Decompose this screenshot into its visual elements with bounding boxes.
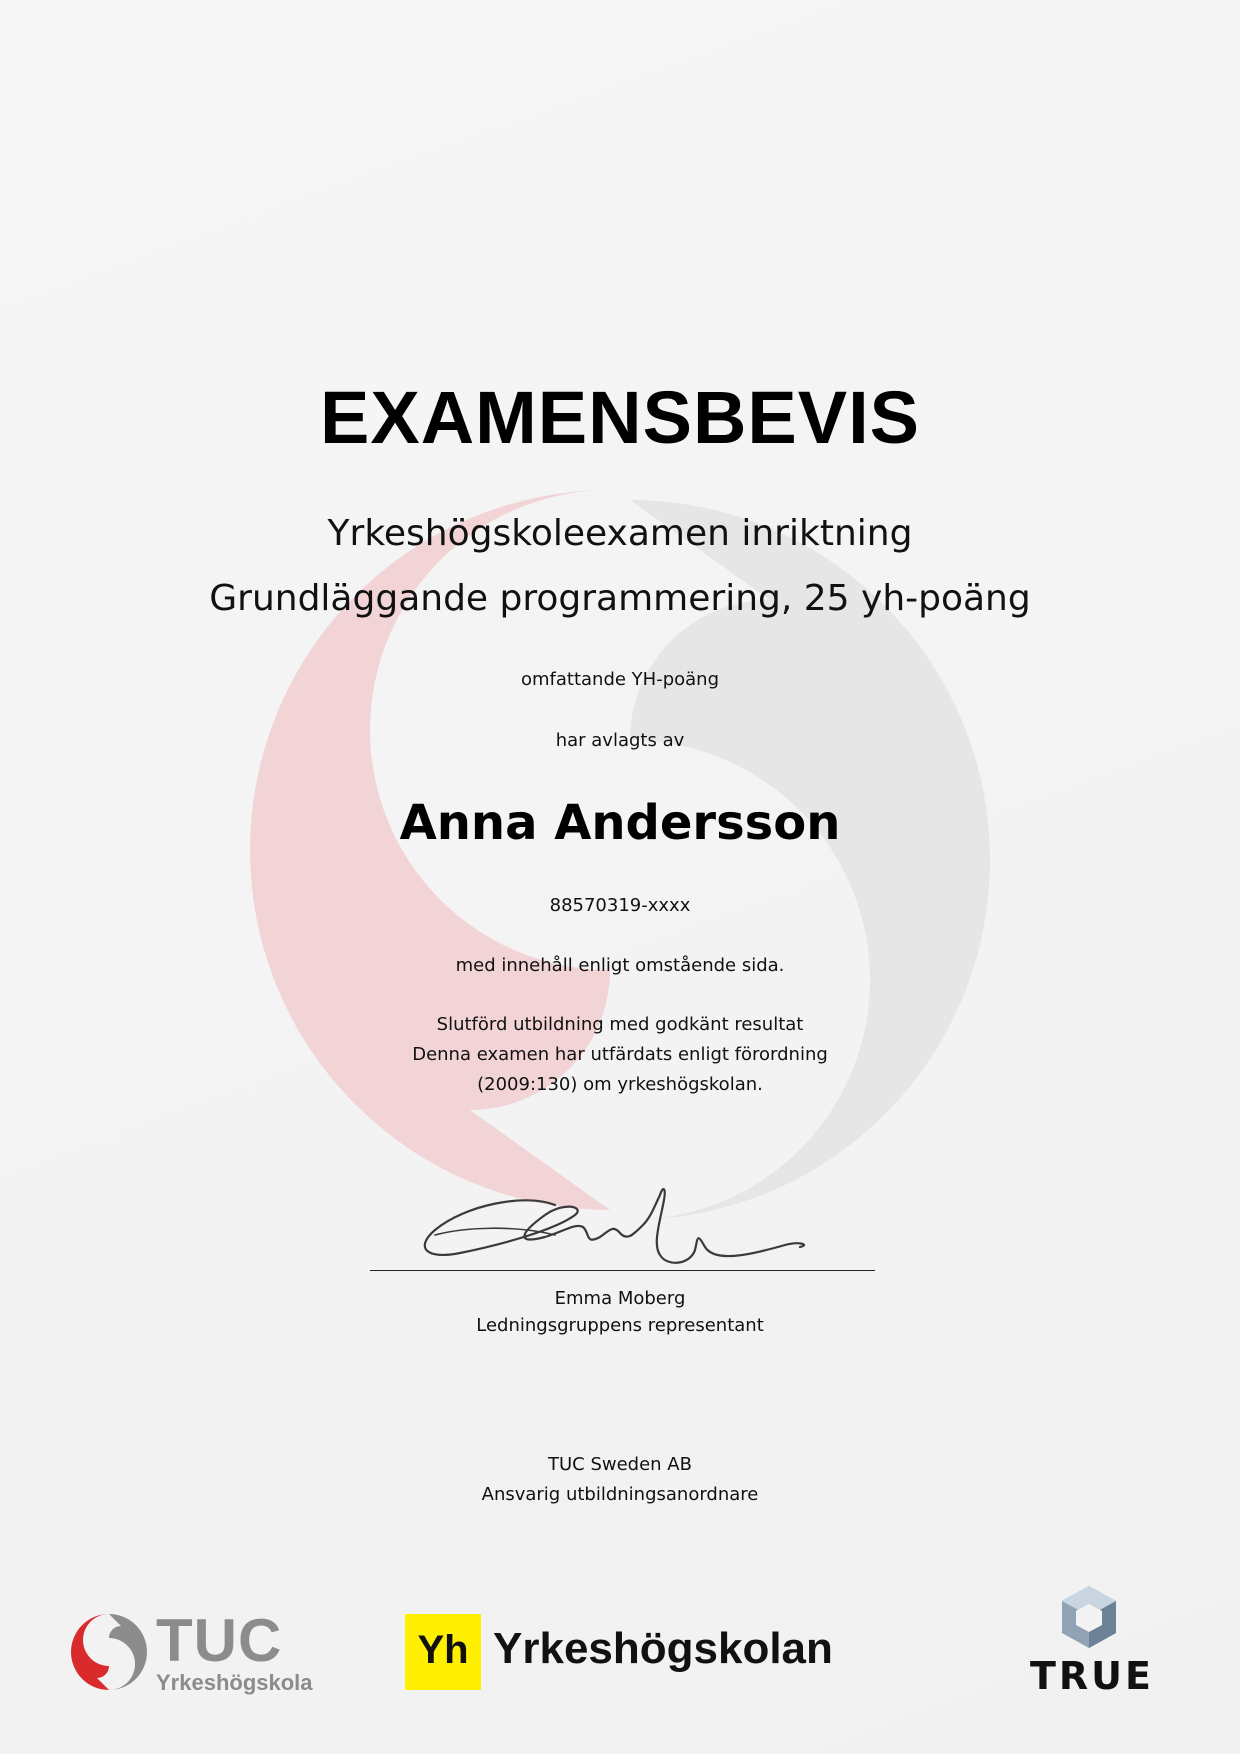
result-line-1: Slutförd utbildning med godkänt resultat: [436, 1014, 804, 1035]
handwritten-signature: [405, 1175, 835, 1275]
certificate-title: EXAMENSBEVIS: [319, 376, 921, 459]
content-reference: med innehåll enligt omstående sida.: [455, 955, 785, 976]
true-wordmark: TRUE: [1030, 1654, 1154, 1698]
program-line-1: Yrkeshögskoleexamen inriktning: [327, 513, 913, 554]
awarded-text: har avlagts av: [555, 730, 685, 751]
yh-logo-letters: Yh: [417, 1628, 469, 1672]
tuc-subtitle: Yrkeshögskola: [156, 1670, 313, 1695]
student-name: Anna Andersson: [399, 795, 841, 851]
signature-line: [370, 1270, 875, 1271]
personal-number: 88570319-xxxx: [549, 895, 691, 916]
tuc-swirl-icon: [68, 1610, 150, 1696]
yh-wordmark: Yrkeshögskolan: [493, 1624, 833, 1673]
result-line-3: (2009:130) om yrkeshögskolan.: [477, 1074, 763, 1095]
program-line-2: Grundläggande programmering, 25 yh-poäng: [209, 578, 1031, 619]
result-statement: [0, 1010, 1240, 1100]
provider-name: TUC Sweden AB: [548, 1454, 692, 1475]
yh-logo-box: [405, 1614, 481, 1690]
tuc-wordmark: TUC: [156, 1607, 283, 1674]
signatory-name: Emma Moberg: [554, 1288, 686, 1309]
result-line-2: Denna examen har utfärdats enligt förordning: [412, 1044, 828, 1065]
signatory-role: Ledningsgruppens representant: [476, 1315, 764, 1336]
tuc-logo: [68, 1607, 338, 1710]
credits-text: omfattande YH-poäng: [520, 669, 720, 690]
true-cube-icon: [1058, 1584, 1120, 1650]
footer-logos: [0, 1570, 1240, 1710]
provider-role: Ansvarig utbildningsanordnare: [481, 1484, 759, 1505]
